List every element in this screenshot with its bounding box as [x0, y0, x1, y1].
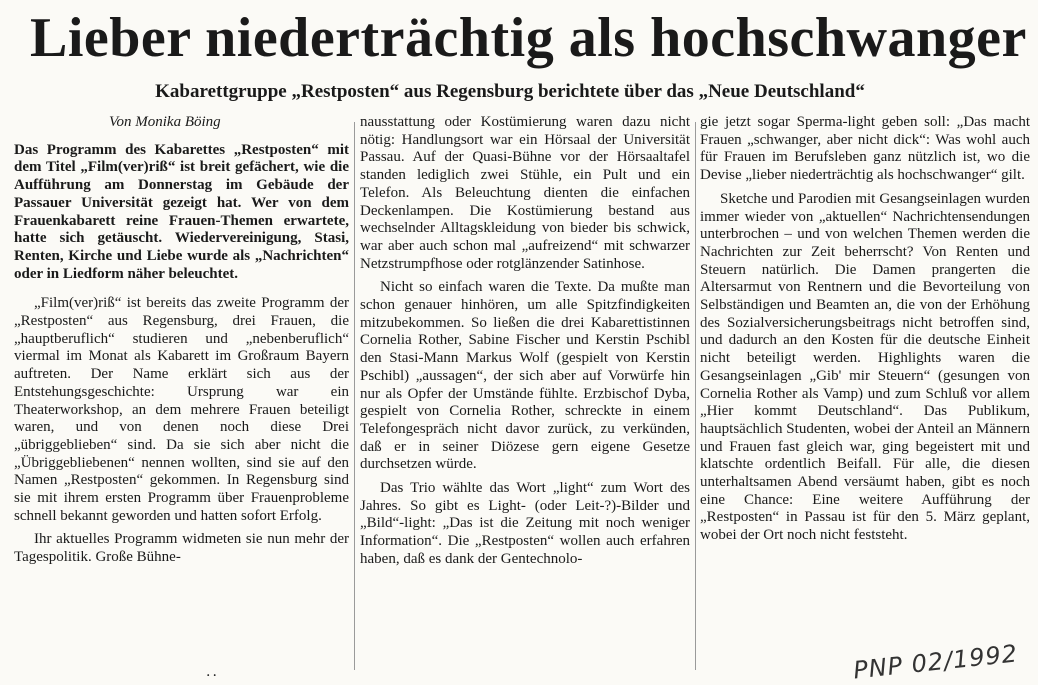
byline: Von Monika Böing — [109, 114, 221, 130]
lead-paragraph: Das Programm des Kabarettes „Restposten“ mit dem Titel „Film(ver)riß“ ist breit gefächert, wie die Aufführung am Donnerstag im Gebäude der Passauer Universität gezeigt hat. Wer von dem Frauenkabarett reine Frauen-Themen erwartete, hatte sich getäuscht. Wiedervereinigung, Stasi, Renten, Kirche und Liebe wurde als „Nachrichten“ oder in Liedform näher beleuchtet. — [14, 141, 349, 282]
body-paragraph: Nicht so einfach waren die Texte. Da mußte man schon genauer hinhören, um alle Spitzfindigkeiten mitzubekommen. So ließen die drei Kabarettistinnen Cornelia Rother, Sabine Fischer und Kerstin Pschibl den Stasi-Mann Markus Wolf (gespielt von Kerstin Pschibl) „aussagen“, der sich aber auf Vorwürfe hin nur als Opfer der Umstände fühlte. Erzbischof Dyba, gespielt von Cornelia Rother, schreckte in einem Telefongespräch nicht davor zurück, zu verkünden, daß er in seiner Diözese gern eigene Gesetze durchsetzen würde. — [360, 279, 690, 473]
handwritten-source-note: PNP 02/1992 — [851, 639, 1020, 685]
body-paragraph: nausstattung oder Kostümierung waren dazu nicht nötig: Handlungsort war ein Hörsaal der Universität Passau. Auf der Quasi-Bühne vor der Hörsaaltafel standen lediglich zwei Stühle, ein Pult und ein Telefon. Als Beleuchtung dienten die einfachen Deckenlampen. Die Kostümierung bestand aus wechselnder Alltagskleidung von bieder bis schwick, war aber auch schon mal „aufreizend“ mit schwarzer Netzstrumpfhose oder rotglänzender Satinhose. — [360, 114, 690, 272]
body-paragraph: Sketche und Parodien mit Gesangseinlagen wurden immer wieder von „aktuellen“ Nachrichtensendungen unterbrochen – und von welchen Themen werden die Nachrichten zur Zeit beherrscht? Von Renten und Steuern natürlich. Die Damen prangerten die Altersarmut von Rentnern und die Bevorteilung von Selbständigen und Beamten an, die von der Erhöhung des Sozialversicherungsbeitrags nicht betroffen sind, und dadurch an den Kosten für die deutsche Einheit nicht beteiligt werden. Highlights waren die Gesangseinlagen „Gib' mir Steuern“ (gesungen von Cornelia Rother als Vamp) und zum Schluß vor allem „Hier kommt Deutschland“. Das Publikum, hauptsächlich Studenten, wobei der Anteil an Männern und Frauen fast gleich war, ging begeistert mit und klatschte ordentlich Beifall. Für alle, die diesen unterhaltsamen Abend versäumt haben, gibt es noch eine Chance: Eine weitere Aufführung der „Restposten“ in Passau ist für den 5. März geplant, wobei der Ort noch nicht feststeht. — [700, 190, 1030, 544]
headline: Lieber niederträchtig als hochschwanger — [30, 7, 1027, 69]
column-2 — [360, 114, 690, 674]
body-paragraph: Ihr aktuelles Programm widmeten sie nun mehr der Tagespolitik. Große Bühne- — [14, 531, 349, 566]
subheadline: Kabarettgruppe „Restposten“ aus Regensburg berichtete über das „Neue Deutschland“ — [155, 81, 865, 102]
print-mark-decoration: ·· — [206, 668, 219, 684]
column-1 — [14, 114, 349, 674]
column-3 — [700, 114, 1030, 674]
body-paragraph: Das Trio wählte das Wort „light“ zum Wort des Jahres. So gibt es Light- (oder Leit-?)-Bilder und „Bild“-light: „Das ist die Zeitung mit noch weniger Information“. Die „Restposten“ wollen auch erfahren haben, daß es dank der Gentechnolo- — [360, 480, 690, 567]
body-paragraph: „Film(ver)riß“ ist bereits das zweite Programm der „Restposten“ aus Regensburg, drei Frauen, die „hauptberuflich“ studieren und „nebenberuflich“ viermal im Monat als Kabarett im Großraum Bayern auftreten. Der Name erklärt sich aus der Entstehungsgeschichte: Ursprung war ein Theaterworkshop, an dem mehrere Frauen beteiligt waren, und von denen noch diese Drei „übriggeblieben“ sind. Da sie sich aber nicht die „Übriggebliebenen“ nennen wollten, sind sie auf den Namen „Restposten“ gekommen. In Regensburg sind sie mit ihrem ersten Programm über Frauenprobleme schnell bekannt geworden und hatten sofort Erfolg. — [14, 295, 349, 524]
column-divider — [354, 122, 355, 670]
column-divider — [695, 122, 696, 670]
body-paragraph: gie jetzt sogar Sperma-light geben soll: „Das macht Frauen „schwanger, aber nicht dick“: Was wohl auch für Frauen im Berufsleben ganz nützlich ist, wo die Devise „lieber niederträchtig als hochschwanger“ gilt. — [700, 114, 1030, 184]
